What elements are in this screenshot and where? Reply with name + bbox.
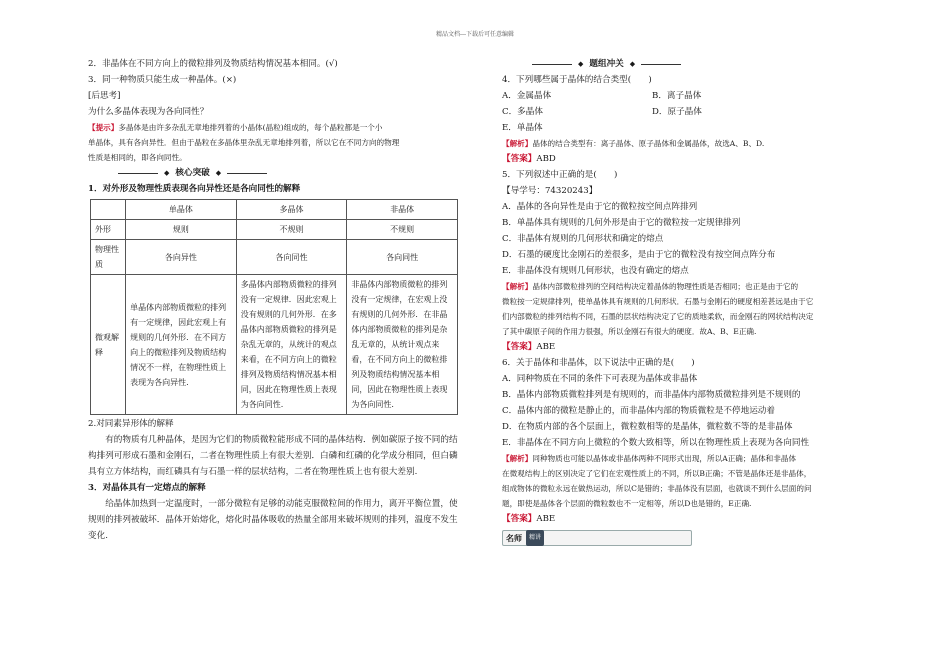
option-b: B．单晶体具有规则的几何外形是由于它的微粒按一定规律排列 bbox=[502, 218, 741, 228]
reflect-heading: [后思考] bbox=[88, 91, 121, 101]
question-5: 5．下列叙述中正确的是( ) bbox=[502, 170, 618, 180]
divider bbox=[532, 64, 572, 65]
table-cell: 物理性质 bbox=[91, 240, 126, 275]
comparison-table bbox=[90, 199, 458, 415]
option-b: B．晶体内部物质微粒排列是有规则的，而非晶体内部物质微粒排列是不规则的 bbox=[502, 390, 801, 400]
section-title: 核心突破 bbox=[175, 168, 210, 178]
option-d: D．在物质内部的各个层面上，微粒数相等的是晶体，微粒数不等的是非晶体 bbox=[502, 422, 793, 432]
divider bbox=[641, 64, 681, 65]
table-cell: 规则 bbox=[126, 220, 237, 240]
table-cell: 不规则 bbox=[236, 220, 347, 240]
answer-6: 【答案】ABE bbox=[502, 514, 556, 524]
table-cell: 外形 bbox=[91, 220, 126, 240]
tip-line-3: 性质是相同的，即各向同性。 bbox=[88, 153, 187, 162]
diamond-icon: ◆ bbox=[578, 59, 584, 68]
analysis-5-line: 【解析】晶体内部微粒排列的空间结构决定着晶体的物理性质是否相同；也正是由于它的 bbox=[502, 282, 799, 291]
option-c: C．晶体内部的微粒是静止的，而非晶体内部的物质微粒是不停地运动着 bbox=[502, 406, 775, 416]
section-practice bbox=[532, 56, 882, 72]
analysis-6-line: 【解析】同种物质也可能以晶体或非晶体两种不同形式出现，所以A正确；晶体和非晶体 bbox=[502, 454, 797, 463]
teacher-notes-badge: 精讲 bbox=[526, 530, 544, 546]
statement-3: 3．同一种物质只能生成一种晶体。(×) bbox=[88, 75, 237, 85]
option-c: C．非晶体有规则的几何形状和确定的熔点 bbox=[502, 234, 664, 244]
option-row: A．金属晶体 B．离子晶体 bbox=[502, 91, 702, 101]
option-e: E．非晶体在不同方向上微粒的个数大致相等，所以在物理性质上表现为各向同性 bbox=[502, 438, 810, 448]
table-cell bbox=[91, 200, 126, 220]
section-title: 题组冲关 bbox=[589, 59, 624, 69]
tip-line-2: 单晶体，具有各向异性．但由于晶粒在多晶体里杂乱无章地排列着，所以它在不同方向的物理 bbox=[88, 138, 400, 147]
option-e: E．非晶体没有规则几何形状，也没有确定的熔点 bbox=[502, 266, 689, 276]
analysis-6-line: 组成物体的微粒永远在做热运动，所以C是错的；非晶体没有层面，也就谈不到什么层面的问 bbox=[502, 484, 812, 493]
topic-1-title: 1．对外形及物理性质表现各向异性还是各向同性的解释 bbox=[88, 184, 301, 194]
option-a: A．同种物质在不同的条件下可表现为晶体或非晶体 bbox=[502, 374, 698, 384]
topic-2-title: 2.对同素异形体的解释 bbox=[88, 419, 174, 429]
topic-3-title: 3．对晶体具有一定熔点的解释 bbox=[88, 483, 206, 493]
diamond-icon: ◆ bbox=[629, 59, 636, 68]
tip-tag: 【提示】 bbox=[88, 123, 119, 132]
divider bbox=[118, 173, 158, 174]
teacher-notes-label: 名师 bbox=[506, 533, 522, 543]
option-d: D．石墨的硬度比金刚石的差很多，是由于它的微粒没有按空间点阵分布 bbox=[502, 250, 776, 260]
table-header: 多晶体 bbox=[236, 200, 347, 220]
question-6: 6．关于晶体和非晶体，以下说法中正确的是( ) bbox=[502, 358, 695, 368]
diamond-icon: ◆ bbox=[215, 168, 222, 177]
page-header: 精品文档---下载后可任意编辑 bbox=[435, 31, 515, 38]
analysis-6-line: 题，即使是晶体各个层面的微粒数也不一定相等，所以D也是错的，E正确. bbox=[502, 499, 752, 508]
table-cell: 各向同性 bbox=[236, 240, 347, 275]
table-row bbox=[91, 200, 458, 220]
answer-4: 【答案】ABD bbox=[502, 154, 556, 164]
table-cell: 非晶体内部物质微粒的排列没有一定规律，在宏观上没有规则的几何外形．在非晶体内部物质微粒的排列是杂乱无章的，从统计观点来看，在不同方向上的微粒排列及物质结构情况基本相同，因此在物理性质上表现为各向同性. bbox=[347, 275, 458, 415]
table-cell: 不规则 bbox=[347, 220, 458, 240]
topic-2-text: 有的物质有几种晶体，是因为它们的物质微粒能形成不同的晶体结构．例如碳原子按不同的结构排列可形成石墨和金刚石，二者在物理性质上有很大差别．白磷和红磷的化学成分相同，但白磷具有立方体结构，而红磷具有与石墨一样的层状结构，二者在物理性质上也有很大差别. bbox=[88, 435, 458, 477]
table-row bbox=[91, 220, 458, 240]
question-4: 4．下列哪些属于晶体的结合类型( ) bbox=[502, 75, 652, 85]
analysis-4: 【解析】晶体的结合类型有：离子晶体、原子晶体和金属晶体，故选A、B、D. bbox=[502, 139, 765, 148]
table-cell: 各向异性 bbox=[126, 240, 237, 275]
topic-3-text: 给晶体加热到一定温度时，一部分微粒有足够的动能克服微粒间的作用力，离开平衡位置，使规则的排列被破坏．晶体开始熔化，熔化时晶体吸收的热量全部用来破坏规则的排列，温度不发生变化. bbox=[88, 499, 458, 541]
analysis-5-line: 微粒按一定规律排列，使单晶体具有规则的几何形状．石墨与金刚石的硬度相差甚远是由于它 bbox=[502, 297, 814, 306]
table-row bbox=[91, 275, 458, 415]
option-e: E．单晶体 bbox=[502, 123, 543, 133]
guide-code: 【导学号：74320243】 bbox=[502, 186, 598, 196]
table-cell: 多晶体内部物质微粒的排列没有一定规律．因此宏观上没有规则的几何外形．在多晶体内部物质微粒的排列是杂乱无章的，从统计的观点来看，在不同方向上的微粒排列及物质结构情况基本相同，因此在物理性质上表现为各向同性. bbox=[236, 275, 347, 415]
option-a: A．晶体的各向异性是由于它的微粒按空间点阵排列 bbox=[502, 202, 698, 212]
reflect-question: 为什么多晶体表现为各向同性？ bbox=[88, 107, 209, 117]
teacher-notes-box bbox=[502, 530, 692, 546]
option-row: C．多晶体 D．原子晶体 bbox=[502, 107, 702, 117]
tip-line-1: 【提示】多晶体是由许多杂乱无章地排列着的小晶体(晶粒)组成的，每个晶粒都是一个小 bbox=[88, 123, 383, 132]
table-cell: 单晶体内部物质微粒的排列有一定规律，因此宏观上有规则的几何外形．在不同方向上的微粒排列及物质结构情况不一样，在物理性质上表现为各向异性. bbox=[126, 275, 237, 415]
analysis-5-line: 了其中碳原子间的作用力很强，所以金刚石有很大的硬度．故A、B、E正确. bbox=[502, 327, 757, 336]
left-column bbox=[88, 56, 463, 544]
answer-5: 【答案】ABE bbox=[502, 342, 556, 352]
analysis-5-line: 们内部微粒的排列结构不同，石墨的层状结构决定了它的质地柔软，而金刚石的网状结构决定 bbox=[502, 312, 814, 321]
section-core bbox=[118, 165, 463, 181]
statement-2: 2．非晶体在不同方向上的微粒排列及物质结构情况基本相同。(√) bbox=[88, 59, 338, 69]
right-column bbox=[502, 56, 882, 546]
table-cell: 微观解释 bbox=[91, 275, 126, 415]
table-header: 单晶体 bbox=[126, 200, 237, 220]
analysis-6-line: 在微观结构上的区别决定了它们在宏观性质上的不同，所以B正确；不管是晶体还是非晶体， bbox=[502, 469, 812, 478]
table-header: 非晶体 bbox=[347, 200, 458, 220]
table-row bbox=[91, 240, 458, 275]
divider bbox=[227, 173, 267, 174]
diamond-icon: ◆ bbox=[164, 168, 170, 177]
table-cell: 各向同性 bbox=[347, 240, 458, 275]
